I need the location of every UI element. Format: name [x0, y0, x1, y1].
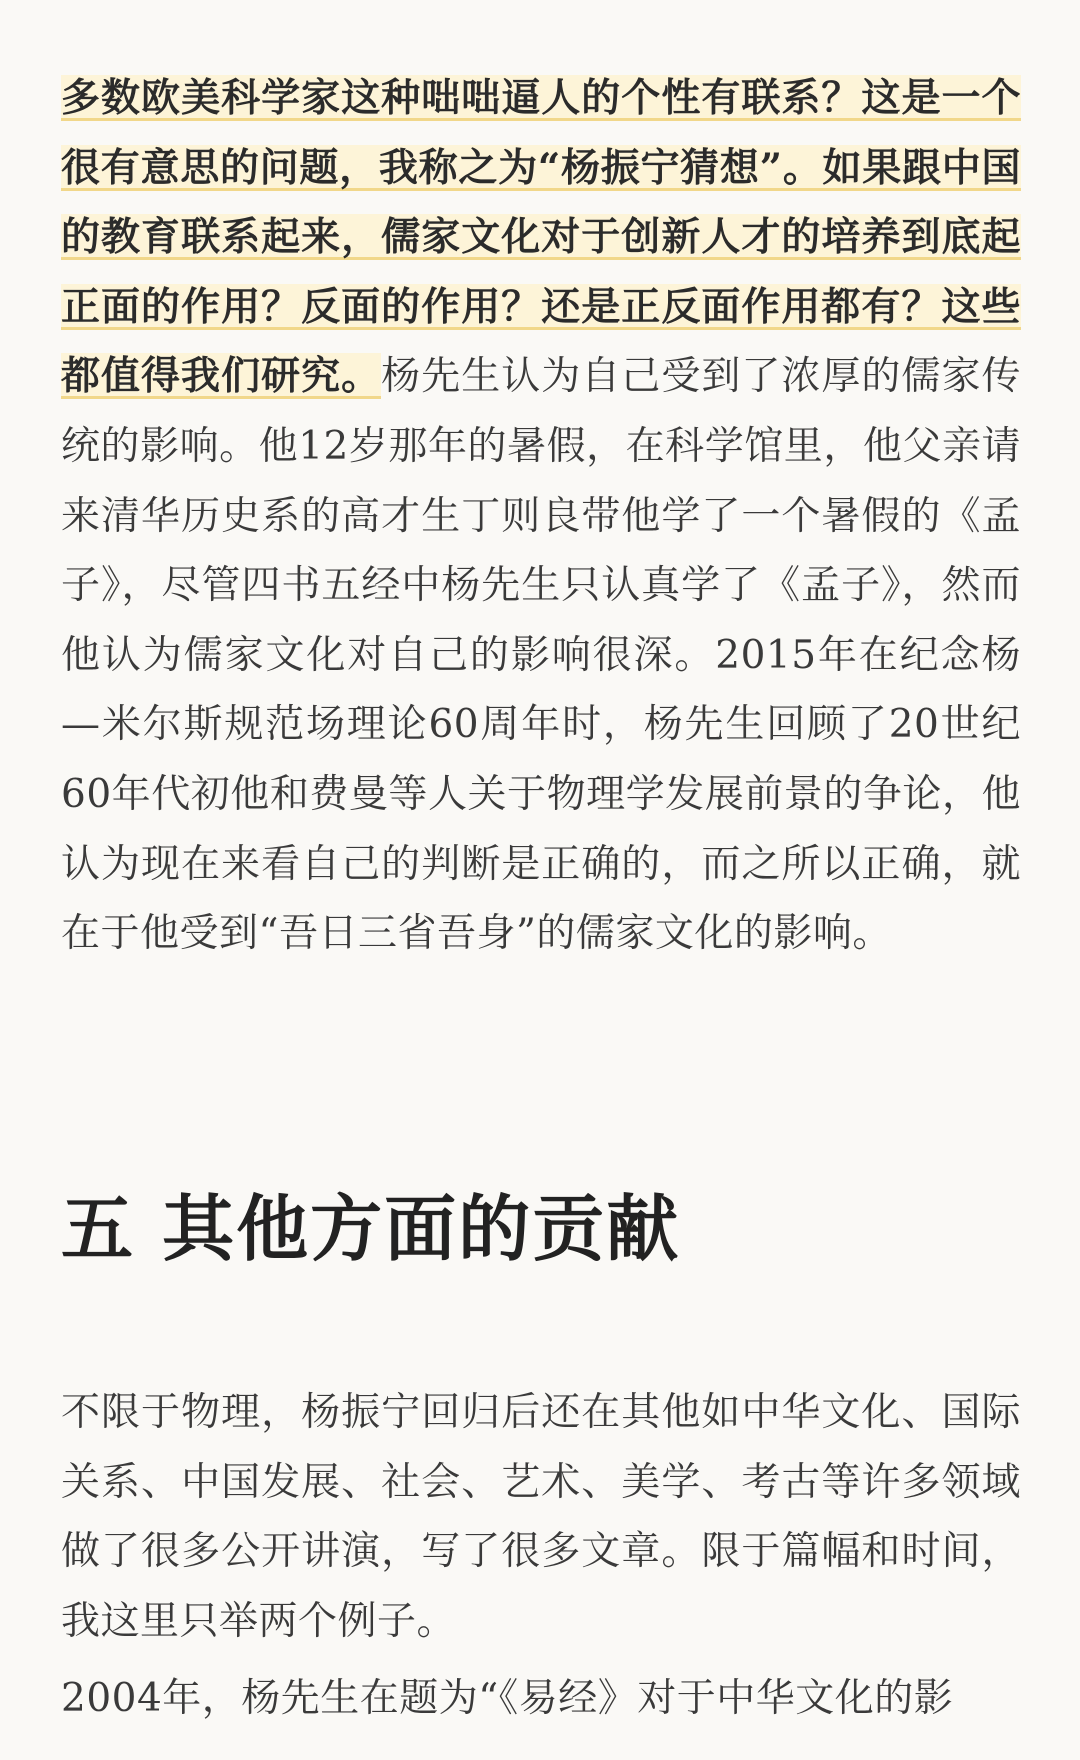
paragraph-yijing: 2004年，杨先生在题为“《易经》对于中华文化的影 [61, 1676, 954, 1721]
section-heading: 五 其他方面的贡献 [61, 1186, 681, 1271]
paragraph-other-contributions: 不限于物理，杨振宁回归后还在其他如中华文化、国际关系、中国发展、社会、艺术、美学、考古等许多领域做了很多公开讲演，写了很多文章。限于篇幅和时间，我这里只举两个例子。 [61, 1390, 1021, 1644]
paragraph-yang-conjecture [61, 64, 1021, 969]
highlighted-passage[interactable]: 多数欧美科学家这种咄咄逼人的个性有联系？这是一个很有意思的问题，我称之为“杨振宁猜想”。如果跟中国的教育联系起来，儒家文化对于创新人才的培养到底起正面的作用？反面的作用？还是正反面作用都有？这些都值得我们研究。 [61, 75, 1021, 400]
paragraph-text: 杨先生认为自己受到了浓厚的儒家传统的影响。他12岁那年的暑假，在科学馆里，他父亲请来清华历史系的高才生丁则良带他学了一个暑假的《孟子》，尽管四书五经中杨先生只认真学了《孟子》，然而他认为儒家文化对自己的影响很深。2015年在纪念杨—米尔斯规范场理论60周年时，杨先生回顾了20世纪60年代初他和费曼等人关于物理学发展前景的争论，他认为现在来看自己的判断是正确的，而之所以正确，就在于他受到“吾日三省吾身”的儒家文化的影响。 [61, 354, 1021, 957]
